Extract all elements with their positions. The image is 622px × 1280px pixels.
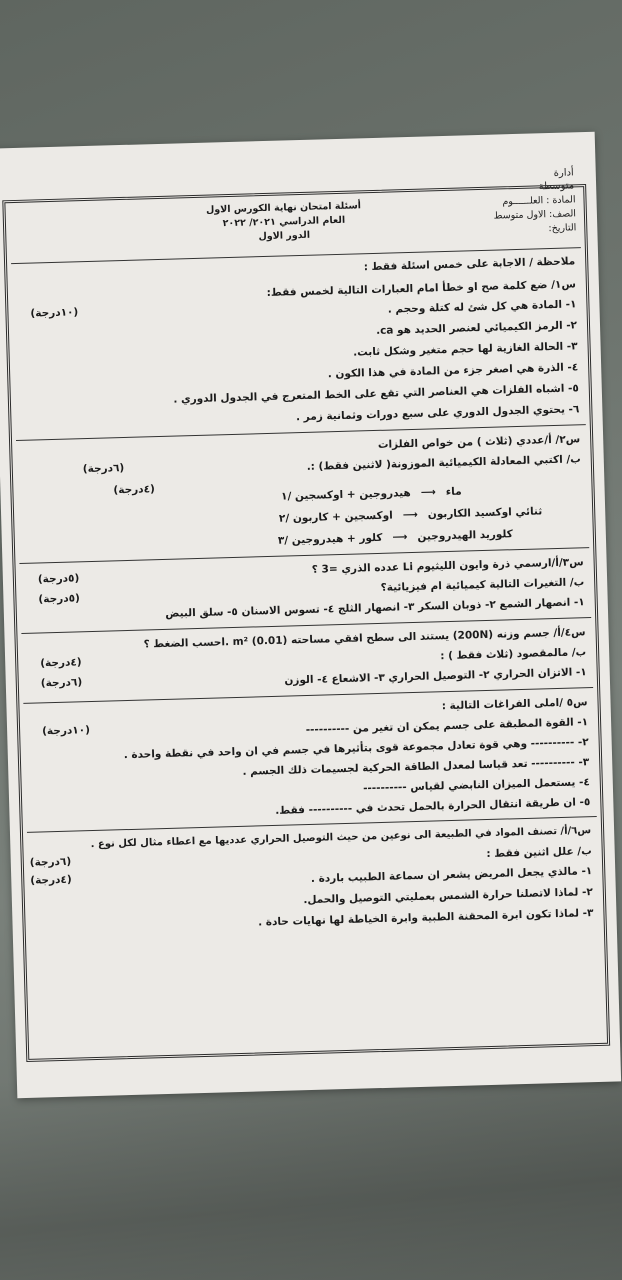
question-6: [23, 817, 604, 944]
q4-items: ١- الاتزان الحراري ٢- التوصيل الحراري ٣- الاشعاع ٤- الوزن: [284, 666, 587, 687]
header-subject-info: [493, 193, 577, 245]
q4-mark-b: (٦درجة): [40, 676, 83, 690]
q6-part-a: س٦/أ/ تصنف المواد في الطبيعة الى نوعين من حيث التوصيل الحراري عدديها مع اعطاء مثال لكل نوع .: [90, 825, 592, 851]
q3-mark-a: (٥درجة): [37, 572, 80, 586]
q3-mark-b: (٥درجة): [38, 592, 81, 606]
q4-mark-a: (٤درجة): [40, 656, 82, 670]
q1-item: ٣- الحالة الغازية لها حجم متغير وشكل ثابت.: [353, 340, 578, 359]
question-5: [19, 688, 600, 832]
q6-mark-a: (٦درجة): [29, 855, 72, 869]
school-label-line1: أدارة: [553, 167, 574, 179]
q5-item: ١- القوة المطبقة على جسم يمكن ان تغير من ----------: [305, 716, 589, 737]
q2-mark-a: (٦درجة): [82, 462, 125, 476]
q5-title: س٥ /املى الفراغات التالية :: [441, 696, 588, 713]
equation-product: كلوريد الهيدروجين: [417, 528, 513, 543]
equation-product: ماء: [445, 485, 462, 499]
q5-mark: (١٠درجة): [41, 724, 91, 738]
q6-part-b: ب/ علل اثنين فقط :: [486, 845, 592, 861]
q4-part-b: ب/ مالمقصود (ثلاث فقط ) :: [440, 646, 587, 663]
q1-title: س١/ ضع كلمة صح او خطأ امام العبارات التالية لخمس فقط:: [266, 278, 577, 299]
header-spacer: [14, 207, 75, 259]
q3-items: ١- انصهار الشمع ٢- ذوبان السكر ٣- انصهار الثلج ٤- تسوس الاسنان ٥- سلق البيض: [165, 596, 585, 620]
background-fabric: [0, 1080, 622, 1280]
question-1: [8, 270, 590, 440]
q3-part-b: ب/ التغيرات التالية كيميائية ام فيزيائية؟: [380, 576, 585, 594]
q5-item: ٤- يستعمل الميزان النابضي لقياس ----------: [362, 776, 590, 795]
q6-item: ٢- لماذا لاتصلنا حرارة الشمس بعمليتي التوصيل والحمل.: [303, 886, 594, 907]
q6-item: ١- مالذي يجعل المريض يشعر ان سماعة الطبيب باردة .: [310, 865, 593, 885]
q1-item: ٢- الرمز الكيميائي لعنصر الحديد هو ca.: [375, 319, 578, 337]
q4-part-a: س٤/أ/ جسم وزنه (200N) يستند الى سطح افقي مساحته (0.01) m² .احسب الضغط ؟: [143, 626, 586, 651]
arrow-icon: ⟶: [392, 531, 408, 544]
q2-mark-b: (٤درجة): [113, 483, 156, 497]
q5-item: ٥- ان طريقة انتقال الحرارة بالحمل تحدث في ---------- فقط.: [275, 796, 591, 817]
q2-part-b: ب/ اكتبي المعادلة الكيميائية الموزونة( لاثنين فقط) :.: [306, 453, 581, 473]
q1-mark: (١٠درجة): [30, 306, 79, 320]
academic-year: العام الدراسي ٢٠٢١/ ٢٠٢٢: [222, 214, 346, 230]
q3-part-a: س٣/أ/ارسمي ذرة وايون الليثيوم Li عدده الذري =3 ؟: [311, 556, 584, 576]
class-line: الصف: الاول متوسط: [493, 208, 577, 222]
q1-item: ٤- الذرة هي اصغر جزء من المادة في هذا الكون .: [327, 361, 579, 381]
q5-item: ٣- ---------- تعد قياسا لمعدل الطاقة الحركية لجسيمات ذلك الجسم .: [242, 756, 590, 778]
school-label-line2: متوسطة: [538, 180, 575, 193]
date-line: التاريخ:: [548, 222, 577, 235]
exam-paper: [0, 132, 621, 1098]
exam-round: الدور الاول: [258, 229, 311, 243]
subject-line: المادة : العلــــــوم: [502, 194, 576, 208]
q1-item: ٦- يحتوي الجدول الدوري على سبع دورات وثمانية زمر .: [295, 403, 580, 424]
equation-reactants: كلور + هيدروجين /٣: [277, 531, 383, 547]
q1-item: ١- المادة هي كل شئ له كتلة وحجم .: [387, 298, 577, 316]
arrow-icon: ⟶: [402, 508, 418, 522]
q5-item: ٢- ---------- وهي قوة تعادل مجموعة قوى بتأثيرها في جسم في ان واحد في نقطة واحدة .: [123, 736, 589, 762]
q1-item: ٥- اشباه الفلزات هي العناصر التي تقع على الخط المتعرج في الجدول الدوري .: [173, 382, 579, 406]
arrow-icon: ⟶: [420, 486, 436, 499]
q6-mark-b: (٤درجة): [30, 873, 72, 887]
exam-frame: [2, 184, 610, 1062]
exam-title: أسئلة امتحان نهاية الكورس الاول: [205, 200, 362, 216]
q2-part-a: س٢/ أ/عددي (ثلاث ) من خواص الفلزات: [377, 433, 581, 451]
question-2: [12, 425, 593, 563]
header-exam-info: [206, 199, 362, 253]
equation-reactants: اوكسجين + كاربون /٢: [278, 509, 393, 525]
q6-item: ٣- لماذا تكون ابرة المحقنة الطبية وابرة الخياطة لها نهايات حادة .: [258, 907, 594, 929]
equation-reactants: هيدروجين + اوكسجين /١: [280, 487, 411, 503]
instructions-note: ملاحظة / الاجابة على خمس اسئلة فقط :: [363, 255, 576, 274]
equation-product: ثنائي اوكسيد الكاربون: [427, 505, 543, 521]
